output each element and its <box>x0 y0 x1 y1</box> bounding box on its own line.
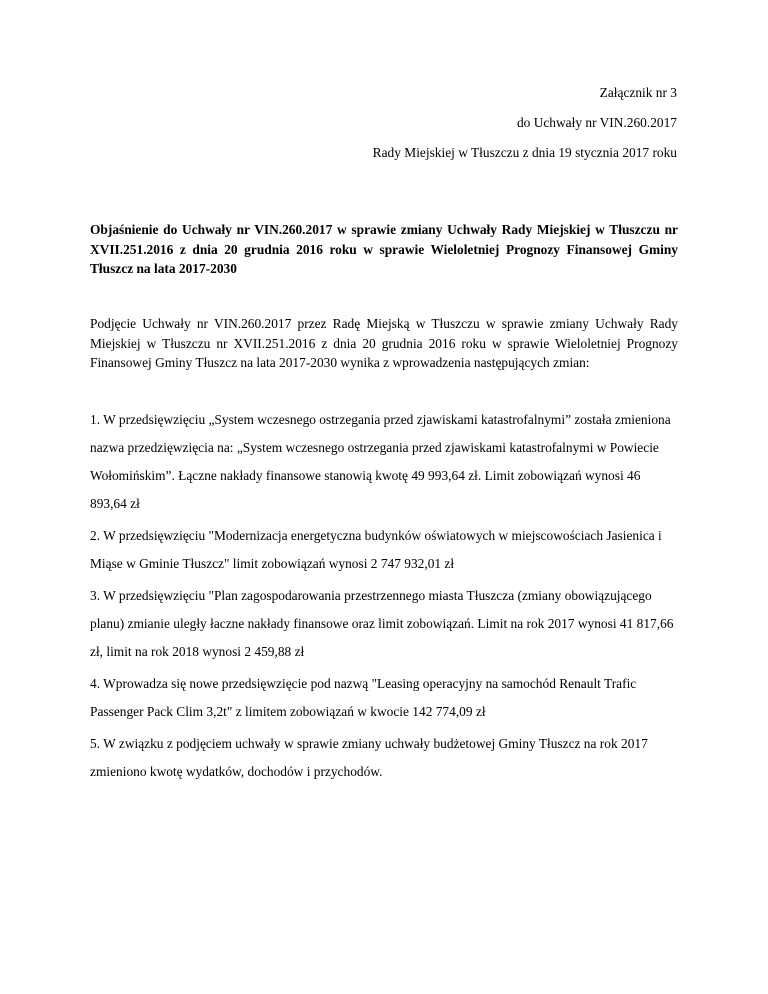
attachment-header <box>373 78 677 168</box>
document-title: Objaśnienie do Uchwały nr VIN.260.2017 w sprawie zmiany Uchwały Rady Miejskiej w Tłuszczu nr XVII.251.2016 z dnia 20 grudnia 2016 roku w sprawie Wieloletniej Prognozy Finansowej Gminy Tłuszcz na lata 2017-2030 <box>90 222 678 276</box>
resolution-reference: do Uchwały nr VIN.260.2017 <box>516 115 677 130</box>
list-item: 4. Wprowadza się nowe przedsięwzięcie pod nazwą "Leasing operacyjny na samochód Renault Trafic Passenger Pack Clim 3,2t" z limitem zobowiązań w kwocie 142 774,09 zł <box>90 676 637 719</box>
list-item: 3. W przedsięwzięciu "Plan zagospodarowania przestrzennego miasta Tłuszcza (zmiany obowiązującego planu) zmianie uległy łaczne nakłady finansowe oraz limit zobowiązań. Limit na rok 2017 wynosi 41 817,66 zł, limit na rok 2018 wynosi 2 459,88 zł <box>90 588 674 659</box>
intro-paragraph: Podjęcie Uchwały nr VIN.260.2017 przez Radę Miejską w Tłuszczu w sprawie zmiany Uchwały Rady Miejskiej w Tłuszczu nr XVII.251.2016 z dnia 20 grudnia 2016 roku w sprawie Wieloletniej Prognozy Finansowej Gminy Tłuszcz na lata 2017-2030 wynika z wprowadzenia następujących zmian: <box>90 316 678 370</box>
changes-list <box>90 406 680 790</box>
list-item: 2. W przedsięwzięciu "Modernizacja energetyczna budynków oświatowych w miejscowościach Jasienica i Miąse w Gminie Tłuszcz" limit zobowiązań wynosi 2 747 932,01 zł <box>90 528 662 571</box>
list-item: 1. W przedsięwzięciu „System wczesnego ostrzegania przed zjawiskami katastrofalnymi” została zmieniona nazwa przedzięwzięcia na: „System wczesnego ostrzegania przed zjawiskami katastrofalnymi w Powiecie Wołomińskim”. Łączne nakłady finansowe stanowią kwotę 49 993,64 zł. Limit zobowiązań wynosi 46 893,64 zł <box>90 412 671 511</box>
list-item: 5. W związku z podjęciem uchwały w sprawie zmiany uchwały budżetowej Gminy Tłuszcz na rok 2017 zmieniono kwotę wydatków, dochodów i przychodów. <box>90 736 648 779</box>
attachment-number: Załącznik nr 3 <box>599 85 677 100</box>
council-date-line: Rady Miejskiej w Tłuszczu z dnia 19 stycznia 2017 roku <box>372 145 677 160</box>
